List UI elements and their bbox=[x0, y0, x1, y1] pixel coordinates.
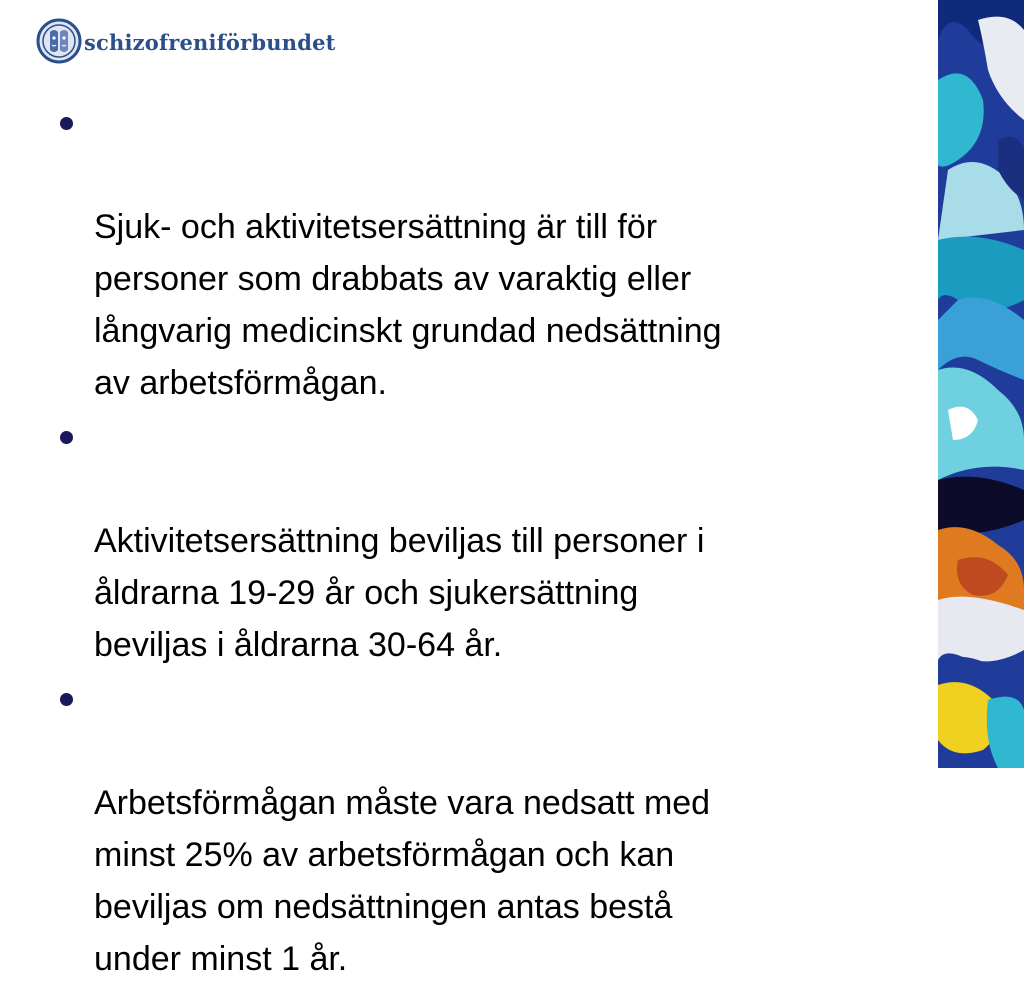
logo bbox=[36, 16, 336, 66]
bullet-item bbox=[58, 97, 928, 409]
bullet-text: Arbetsförmågan måste vara nedsatt med minst 25% av arbetsförmågan och kan beviljas om nedsättningen antas bestå under minst 1 år. bbox=[94, 784, 711, 978]
bullet-item bbox=[58, 411, 928, 671]
bullet-text: Aktivitetsersättning beviljas till personer i åldrarna 19-29 år och sjukersättning beviljas i åldrarna 30-64 år. bbox=[94, 522, 705, 664]
bullet-list bbox=[58, 97, 928, 987]
bullet-dot-icon bbox=[60, 117, 73, 130]
bullet-item bbox=[58, 673, 928, 985]
bullet-dot-icon bbox=[60, 431, 73, 444]
faces-emblem-icon bbox=[36, 18, 82, 64]
bullet-dot-icon bbox=[60, 693, 73, 706]
decorative-painting bbox=[938, 0, 1024, 768]
bullet-text: Sjuk- och aktivitetsersättning är till för personer som drabbats av varaktig eller långvarig medicinskt grundad nedsättning av arbetsförmågan. bbox=[94, 208, 722, 402]
logo-text: schizofreniförbundet bbox=[84, 29, 336, 55]
